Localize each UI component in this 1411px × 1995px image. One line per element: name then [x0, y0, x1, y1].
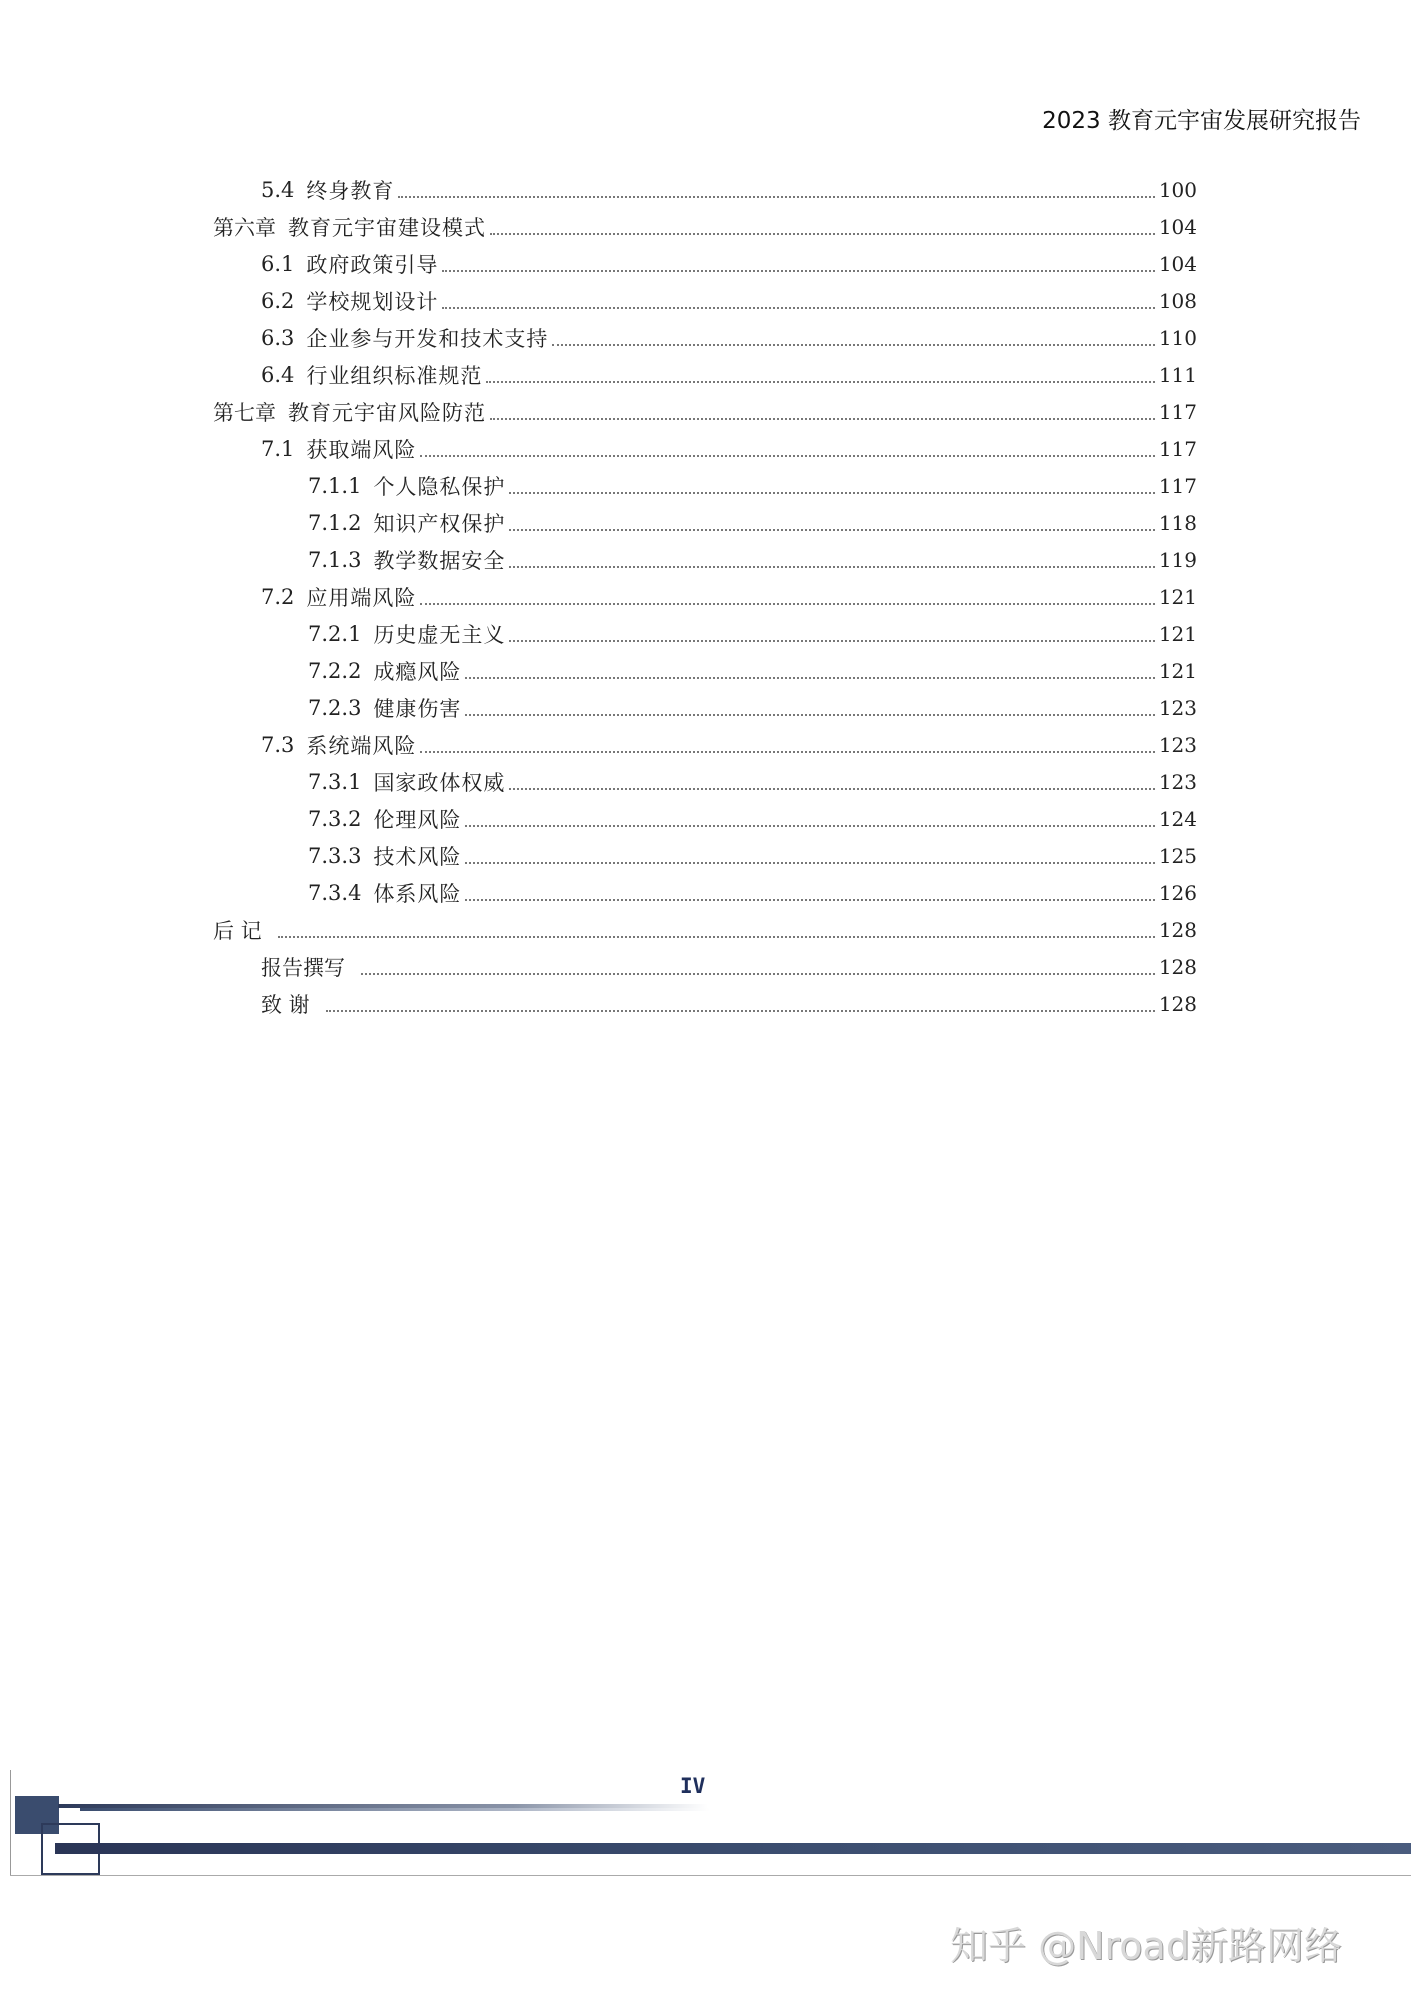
toc-entry-page: 104: [1158, 214, 1197, 239]
toc-leader-dots: [465, 825, 1154, 827]
toc-entry-number: 6.3: [261, 325, 295, 350]
toc-entry-title: 应用端风险: [306, 585, 417, 610]
toc-entry-title: 政府政策引导: [306, 252, 439, 277]
toc-entry[interactable]: [308, 689, 1197, 726]
toc-entry-number: 7.3.2: [308, 806, 362, 831]
toc-entry-page: 125: [1158, 843, 1197, 868]
toc-entry-page: 128: [1158, 917, 1197, 942]
toc-leader-dots: [465, 862, 1154, 864]
toc-entry-number: 7.3.4: [308, 880, 362, 905]
toc-entry-number: 6.4: [261, 362, 295, 387]
running-header: 2023 教育元宇宙发展研究报告: [1042, 108, 1361, 134]
toc-entry[interactable]: [308, 652, 1197, 689]
footer-border-left: [10, 1770, 11, 1875]
toc-entry-title: 终身教育: [306, 178, 395, 203]
toc-entry-number: 7.2.3: [308, 695, 362, 720]
toc-entry-number: 第六章: [213, 215, 276, 240]
toc-entry[interactable]: [213, 393, 1197, 430]
toc-leader-dots: [465, 677, 1154, 679]
toc-entry[interactable]: [261, 319, 1197, 356]
toc-leader-dots: [509, 788, 1154, 790]
toc-entry-number: 6.2: [261, 288, 295, 313]
toc-leader-dots: [326, 1010, 1155, 1012]
toc-entry[interactable]: [308, 837, 1197, 874]
toc-entry-title: 个人隐私保护: [373, 474, 506, 499]
toc-entry-title: 系统端风险: [306, 733, 417, 758]
watermark: 知乎 @Nroad新路网络: [950, 1924, 1342, 1968]
toc-leader-dots: [509, 529, 1154, 531]
toc-entry-title: 教育元宇宙风险防范: [288, 400, 486, 425]
toc-entry-page: 108: [1158, 288, 1197, 313]
toc-entry-page: 104: [1158, 251, 1197, 276]
toc-entry-number: 7.3.3: [308, 843, 362, 868]
toc-entry-title: 企业参与开发和技术支持: [306, 326, 549, 351]
toc-entry-page: 117: [1158, 436, 1197, 461]
toc-entry-page: 128: [1158, 954, 1197, 979]
toc-entry-title: 成瘾风险: [373, 659, 462, 684]
toc-leader-dots: [509, 492, 1154, 494]
toc-entry-number: 第七章: [213, 400, 276, 425]
toc-entry-number: 7.1.1: [308, 473, 362, 498]
toc-entry-page: 121: [1158, 621, 1197, 646]
toc-entry[interactable]: [261, 726, 1197, 763]
toc-entry-page: 118: [1158, 510, 1197, 535]
toc-entry-number: 7.1.3: [308, 547, 362, 572]
toc-entry[interactable]: [261, 948, 1197, 985]
toc-entry-title: 获取端风险: [306, 437, 417, 462]
footer-decor-bar: [55, 1843, 1411, 1854]
toc-entry-title: 历史虚无主义: [373, 622, 506, 647]
toc-entry[interactable]: [261, 356, 1197, 393]
toc-entry[interactable]: [261, 430, 1197, 467]
toc-leader-dots: [442, 307, 1154, 309]
toc-entry[interactable]: [308, 874, 1197, 911]
toc-entry[interactable]: [308, 763, 1197, 800]
toc-entry-number: 7.1: [261, 436, 295, 461]
toc-entry-title: 技术风险: [373, 844, 462, 869]
toc-entry-page: 100: [1158, 177, 1197, 202]
page-number: IV: [680, 1774, 706, 1798]
toc-entry-page: 110: [1158, 325, 1197, 350]
toc-entry-title: 学校规划设计: [306, 289, 439, 314]
toc-entry[interactable]: [261, 578, 1197, 615]
toc-entry-page: 123: [1158, 769, 1197, 794]
footer-decor-line: [80, 1808, 710, 1811]
toc-entry-title: 体系风险: [373, 881, 462, 906]
toc-leader-dots: [509, 640, 1154, 642]
toc-entry-title: 教学数据安全: [373, 548, 506, 573]
toc-leader-dots: [398, 196, 1154, 198]
toc-entry-page: 119: [1158, 547, 1197, 572]
toc-entry[interactable]: [261, 171, 1197, 208]
toc-entry-number: 7.2.1: [308, 621, 362, 646]
toc-leader-dots: [465, 714, 1154, 716]
toc-entry[interactable]: [261, 985, 1197, 1022]
toc-entry[interactable]: [308, 615, 1197, 652]
toc-leader-dots: [509, 566, 1154, 568]
toc-entry-number: 7.3: [261, 732, 295, 757]
toc-entry-page: 123: [1158, 732, 1197, 757]
toc-entry-page: 111: [1158, 362, 1197, 387]
toc-entry-page: 124: [1158, 806, 1197, 831]
toc-entry[interactable]: [213, 208, 1197, 245]
toc-leader-dots: [465, 899, 1154, 901]
toc-leader-dots: [420, 751, 1154, 753]
toc-entry-page: 117: [1158, 473, 1197, 498]
toc-entry-number: 报告撰写: [261, 955, 345, 980]
toc-entry-number: 后 记: [213, 918, 262, 943]
toc-leader-dots: [490, 418, 1155, 420]
toc-leader-dots: [278, 936, 1155, 938]
toc-entry-number: 7.2.2: [308, 658, 362, 683]
toc-entry-number: 5.4: [261, 177, 295, 202]
toc-leader-dots: [442, 270, 1154, 272]
toc-entry-number: 7.3.1: [308, 769, 362, 794]
toc-entry[interactable]: [308, 467, 1197, 504]
toc-entry-page: 121: [1158, 658, 1197, 683]
toc-leader-dots: [486, 381, 1154, 383]
toc-entry-page: 117: [1158, 399, 1197, 424]
footer-border-bottom: [10, 1875, 1411, 1876]
toc-entry-page: 128: [1158, 991, 1197, 1016]
toc-entry[interactable]: [261, 282, 1197, 319]
toc-entry-title: 行业组织标准规范: [306, 363, 483, 388]
toc-entry-page: 126: [1158, 880, 1197, 905]
toc-leader-dots: [552, 344, 1154, 346]
toc-leader-dots: [420, 455, 1154, 457]
toc-entry-page: 121: [1158, 584, 1197, 609]
toc-entry[interactable]: [308, 504, 1197, 541]
toc-leader-dots: [490, 233, 1155, 235]
toc-leader-dots: [361, 973, 1155, 975]
toc-leader-dots: [420, 603, 1154, 605]
toc-entry-number: 7.1.2: [308, 510, 362, 535]
toc-entry-title: 教育元宇宙建设模式: [288, 215, 486, 240]
toc-entry-title: 国家政体权威: [373, 770, 506, 795]
toc-entry[interactable]: [261, 245, 1197, 282]
toc-entry[interactable]: [308, 800, 1197, 837]
toc-entry-number: 致 谢: [261, 992, 310, 1017]
toc-entry-title: 健康伤害: [373, 696, 462, 721]
toc-entry-page: 123: [1158, 695, 1197, 720]
toc-entry[interactable]: [308, 541, 1197, 578]
toc-entry-title: 知识产权保护: [373, 511, 506, 536]
toc-entry-number: 6.1: [261, 251, 295, 276]
toc-entry-number: 7.2: [261, 584, 295, 609]
toc-entry[interactable]: [213, 911, 1197, 948]
toc-entry-title: 伦理风险: [373, 807, 462, 832]
